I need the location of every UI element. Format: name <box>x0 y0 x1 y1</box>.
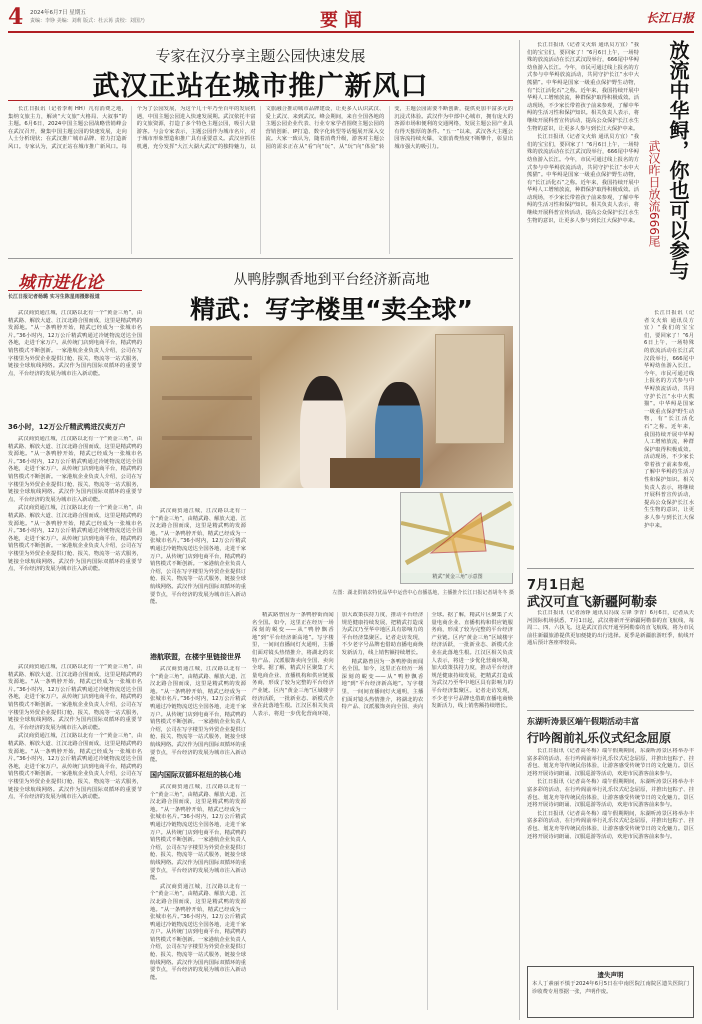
masthead <box>8 4 694 34</box>
lead-kicker: 专家在汉分享主题公园快速发展 <box>155 47 366 65</box>
notice-body: 本人丁素丽不慎于2024年6月5日在中南医院江南院区遗失医院门诊收费专用票据一张，声明作废。 <box>532 981 689 995</box>
sidebar-intro: 长江日报记者杨璐 实习生陈星雨摄影报道 <box>8 294 100 300</box>
sidebar-body-2: 武汉商贸通江城，江汉路以北有一个“黄金三角”，由精武路、解放大道、江汉北路合围而成，这里是精武鸭的发源地。“从一条鸭脖开始，精武已经成为一张城市名片。”36小时内，12万公斤精武鸭通过冷链物流送达全国各地，走进千家万户。从传统门店到电商平台，精武鸭的销售模式不断创新。一家港航企业负责人介绍，公司在写字楼里为外贸企业提供订舱、报关、物流等一站式服务，链接全球航线网络。武汉作为国内国际双循环的重要节点，平台经济的发展为城市注入新动能。 武汉商贸通江城，江汉路以北有一个“黄金三角”，由精武路、解放大道、江汉北路合围而成，这里是精武鸭的发源地。“从一条鸭脖开始，精武已经成为一张城市名片。”36小时内，12万公斤精武鸭通过冷链物流送达全国各地，走进千家万户。从传统门店到电商平台，精武鸭的销售模式不断创新。一家港航企业负责人介绍，公司在写字楼里为外贸企业提供订舱、报关、物流等一站式服务，链接全球航线网络。武汉作为国内国际双循环的重要节点，平台经济的发展为城市注入新动能。 <box>8 436 142 573</box>
sidebar-body-6: 武汉商贸通江城，江汉路以北有一个“黄金三角”，由精武路、解放大道、江汉北路合围而成，这里是精武鸭的发源地。“从一条鸭脖开始，精武已经成为一张城市名片。”36小时内，12万公斤精武鸭通过冷链物流送达全国各地，走进千家万户。从传统门店到电商平台，精武鸭的销售模式不断创新。一家港航企业负责人介绍，公司在写字楼里为外贸企业提供订舱、报关、物流等一站式服务，链接全球航线网络。武汉作为国内国际双循环的重要节点，平台经济的发展为城市注入新动能。 武汉商贸通江城，江汉路以北有一个“黄金三角”，由精武路、解放大道、江汉北路合围而成，这里是精武鸭的发源地。“从一条鸭脖开始，精武已经成为一张城市名片。”36小时内，12万公斤精武鸭通过冷链物流送达全国各地，走进千家万户。从传统门店到电商平台，精武鸭的销售模式不断创新。一家港航企业负责人介绍，公司在写字楼里为外贸企业提供订舱、报关、物流等一站式服务，链接全球航线网络。武汉作为国内国际双循环的重要节点，平台经济的发展为城市注入新动能。 <box>8 664 142 801</box>
notice-title: 遗失声明 <box>597 971 624 979</box>
box1-body: 长江日报讯（记者汤铮 通讯员冯成 左锋 李青）6月6日，记者从天河国际机场获悉，7月1日起，武汉将新开至新疆阿勒泰的直飞航线，每周二、四、六执飞。这是武汉首次开通至阿勒泰的直飞航线，将为市民前往新疆旅游提供更加便捷的出行选择。夏季是新疆旅游旺季，航线开通后预计客座率较高。 <box>527 610 694 647</box>
feature-map <box>400 492 513 584</box>
box2-headline: 行吟阁前礼乐仪式纪念屈原 <box>527 731 672 745</box>
sidebar-body-4: 武汉商贸通江城，江汉路以北有一个“黄金三角”，由精武路、解放大道、江汉北路合围而成，这里是精武鸭的发源地。“从一条鸭脖开始，精武已经成为一张城市名片。”36小时内，12万公斤精武鸭通过冷链物流送达全国各地，走进千家万户。从传统门店到电商平台，精武鸭的销售模式不断创新。一家港航企业负责人介绍，公司在写字楼里为外贸企业提供订舱、报关、物流等一站式服务，链接全球航线网络。武汉作为国内国际双循环的重要节点，平台经济的发展为城市注入新动能。 <box>150 666 246 764</box>
paper-logo: 长江日报 <box>645 11 694 25</box>
sidebar-sub-2: 港航联盟，在楼宇里链接世界 <box>150 653 241 661</box>
box1-title: 7月1日起 <box>527 578 585 593</box>
box1-headline: 武汉可直飞新疆阿勒泰 <box>527 595 658 610</box>
map-caption: 精武“黄金三角”示意图 <box>432 574 483 580</box>
right-subhead: 武汉昨日放流666尾 <box>647 140 661 247</box>
sidebar-body-3: 武汉商贸通江城，江汉路以北有一个“黄金三角”，由精武路、解放大道、江汉北路合围而成，这里是精武鸭的发源地。“从一条鸭脖开始，精武已经成为一张城市名片。”36小时内，12万公斤精武鸭通过冷链物流送达全国各地，走进千家万户。从传统门店到电商平台，精武鸭的销售模式不断创新。一家港航企业负责人介绍，公司在写字楼里为外贸企业提供订舱、报关、物流等一站式服务，链接全球航线网络。武汉作为国内国际双循环的重要节点，平台经济的发展为城市注入新动能。 <box>150 508 246 606</box>
feature-body: 精武路曾因为一条鸭脖街而闻名全国。如今，这里正在经历一场深刻的蜕变——从“鸭脖飘香地”到“平台经济新高地”。写字楼里，一间间直播间灯火通明，主播们面对镜头热情推介，将湖北的农特产品、汉派服饰卖向全国、卖向全球。据了解，精武片区聚集了大量电商企业、直播机构和供应链服务商，形成了较为完整的平台经济产业链。区内“黄金三角”区域楼宇经济活跃，一批新业态、新模式企业在此落地生根。江汉区相关负责人表示，将进一步优化营商环境，加大政策扶持力度，推动平台经济规范健康持续发展，把精武打造成为武汉乃至华中地区具有影响力的平台经济集聚区。记者走访发现，不少老字号品牌也借助直播电商焕发新活力，线上销售额持续增长。 精武路曾因为一条鸭脖街而闻名全国。如今，这里正在经历一场深刻的蜕变——从“鸭脖飘香地”到“平台经济新高地”。写字楼里，一间间直播间灯火通明，主播们面对镜头热情推介，将湖北的农特产品、汉派服饰卖向全国、卖向全球。据了解，精武片区聚集了大量电商企业、直播机构和供应链服务商，形成了较为完整的平台经济产业链。区内“黄金三角”区域楼宇经济活跃，一批新业态、新模式企业在此落地生根。江汉区相关负责人表示，将进一步优化营商环境，加大政策扶持力度，推动平台经济规范健康持续发展，把精武打造成为武汉乃至华中地区具有影响力的平台经济集聚区。记者走访发现，不少老字号品牌也借助直播电商焕发新活力，线上销售额持续增长。 <box>252 612 513 717</box>
date-line: 2024年6月7日 星期五 <box>30 10 86 16</box>
section-title: 要闻 <box>320 10 368 31</box>
notice-box <box>527 966 694 1018</box>
page-number: 4 <box>8 4 24 30</box>
lead-body: 长江日报讯（记者李莉 HH）凡有消费之地，集纳文旅主力，解读“大文旅”大格局、大叙事”的主题。6月6日，2024中国主题公园战略营销峰会在武汉召开，聚集中国主题公园的快速发展，走向人士分析现状；在武汉推广城市品牌、着力打造新风口。专家认为，武汉正站在城市推广新风口。每个为了公园发展，为这个几十年乃至百年的发展机遇，中国主题公园进入快速发展期。武汉依托丰富的文旅资源，打造了多个特色主题公园，吸引大量游客。与会专家表示，主题公园作为城市名片，对于城市形象塑造和推广具有重要意义。武汉应抓住机遇，充分发挥“大江大湖大武汉”的独特魅力，以文旅融合推动城市品牌建设，让更多人认识武汉、爱上武汉、来到武汉。峰会期间，来自全国各地的主题公园企业代表、行业专家学者围绕主题公园的营销创新、IP打造、数字化转型等话题展开深入交流。大家一致认为，随着消费升级，游客对主题公园的需求正在从“看”向“玩”、从“玩”向“体验”转变，主题公园需要不断创新，提供更加丰富多元的沉浸式体验。武汉作为中部中心城市，拥有庞大的客源市场和便利的交通网络，发展主题公园产业具有得天独厚的条件。“五一”以来，武汉各大主题公园客流持续火爆，文旅消费热度不断攀升，彰显出城市强大的吸引力。 <box>8 106 513 150</box>
feature-headline: 精武：写字楼里“卖全球” <box>190 295 473 324</box>
lead-headline: 武汉正站在城市推广新风口 <box>92 71 429 102</box>
sidebar-sub-1: 36小时，12万公斤精武鸭进汉卖万户 <box>8 423 126 431</box>
feature-photo <box>150 326 513 488</box>
box2-body: 长江日报讯（记者高冬梅）端午假期期间，东湖听涛景区将举办丰富多彩的活动，在行吟阁前举行礼乐仪式纪念屈原，并推出包粽子、挂香包、划龙舟等传统民俗体验，让游客感受传统节日的文化魅力。景区还将开展诗词朗诵、汉服巡游等活动，欢迎市民游客前来参与。 长江日报讯（记者高冬梅）端午假期期间，东湖听涛景区将举办丰富多彩的活动，在行吟阁前举行礼乐仪式纪念屈原，并推出包粽子、挂香包、划龙舟等传统民俗体验，让游客感受传统节日的文化魅力。景区还将开展诗词朗诵、汉服巡游等活动，欢迎市民游客前来参与。 长江日报讯（记者高冬梅）端午假期期间，东湖听涛景区将举办丰富多彩的活动，在行吟阁前举行礼乐仪式纪念屈原，并推出包粽子、挂香包、划龙舟等传统民俗体验，让游客感受传统节日的文化魅力。景区还将开展诗词朗诵、汉服巡游等活动，欢迎市民游客前来参与。 <box>527 748 694 840</box>
sidebar-body-1: 武汉商贸通江城，江汉路以北有一个“黄金三角”，由精武路、解放大道、江汉北路合围而成，这里是精武鸭的发源地。“从一条鸭脖开始，精武已经成为一张城市名片。”36小时内，12万公斤精武鸭通过冷链物流送达全国各地，走进千家万户。从传统门店到电商平台，精武鸭的销售模式不断创新。一家港航企业负责人介绍，公司在写字楼里为外贸企业提供订舱、报关、物流等一站式服务，链接全球航线网络。武汉作为国内国际双循环的重要节点，平台经济的发展为城市注入新动能。 <box>8 310 142 377</box>
right-headline: 放流中华鲟，你也可以参与 <box>666 40 690 280</box>
editors-line: 责编：李铮 美编：刘莉 版式：杜云苒 责校：刘国乃 <box>30 18 145 24</box>
right-body: 长江日报讯（记者文火焰 通讯员方宜）“我们的宝宝们，要回家了！”6月6日上午，一场特殊的放流活动在长江武汉段举行，666尾中华鲟幼鱼游入长江。今年，市民可通过线上报名的方式参与中华鲟放流活动，共同守护长江“水中大熊猫”。中华鲟是国家一级重点保护野生动物，有“长江活化石”之称。近年来，我国持续开展中华鲟人工增殖放流，种群保护取得积极成效。活动现场，不少家长带着孩子前来参观，了解中华鲟的生活习性和保护知识。相关负责人表示，将继续开展科普宣传活动，提高公众保护长江水生生物的意识，让更多人参与到长江大保护中来。 长江日报讯（记者文火焰 通讯员方宜）“我们的宝宝们，要回家了！”6月6日上午，一场特殊的放流活动在长江武汉段举行，666尾中华鲟幼鱼游入长江。今年，市民可通过线上报名的方式参与中华鲟放流活动，共同守护长江“水中大熊猫”。中华鲟是国家一级重点保护野生动物，有“长江活化石”之称。近年来，我国持续开展中华鲟人工增殖放流，种群保护取得积极成效。活动现场，不少家长带着孩子前来参观，了解中华鲟的生活习性和保护知识。相关负责人表示，将继续开展科普宣传活动，提高公众保护长江水生生物的意识，让更多人参与到长江大保护中来。 <box>527 42 639 224</box>
right-body-2: 长江日报讯（记者文火焰 通讯员方宜）“我们的宝宝们，要回家了！”6月6日上午，一场特殊的放流活动在长江武汉段举行，666尾中华鲟幼鱼游入长江。今年，市民可通过线上报名的方式参与中华鲟放流活动，共同守护长江“水中大熊猫”。中华鲟是国家一级重点保护野生动物，有“长江活化石”之称。近年来，我国持续开展中华鲟人工增殖放流，种群保护取得积极成效。活动现场，不少家长带着孩子前来参观，了解中华鲟的生活习性和保护知识。相关负责人表示，将继续开展科普宣传活动，提高公众保护长江水生生物的意识，让更多人参与到长江大保护中来。 <box>644 310 694 529</box>
photo-credit: 左图：湖北供销农特优品华中运营中心直播基地，主播推介长江日报记者胡冬冬 摄 <box>332 590 514 596</box>
sidebar-body-5: 武汉商贸通江城，江汉路以北有一个“黄金三角”，由精武路、解放大道、江汉北路合围而成，这里是精武鸭的发源地。“从一条鸭脖开始，精武已经成为一张城市名片。”36小时内，12万公斤精武鸭通过冷链物流送达全国各地，走进千家万户。从传统门店到电商平台，精武鸭的销售模式不断创新。一家港航企业负责人介绍，公司在写字楼里为外贸企业提供订舱、报关、物流等一站式服务，链接全球航线网络。武汉作为国内国际双循环的重要节点，平台经济的发展为城市注入新动能。 武汉商贸通江城，江汉路以北有一个“黄金三角”，由精武路、解放大道、江汉北路合围而成，这里是精武鸭的发源地。“从一条鸭脖开始，精武已经成为一张城市名片。”36小时内，12万公斤精武鸭通过冷链物流送达全国各地，走进千家万户。从传统门店到电商平台，精武鸭的销售模式不断创新。一家港航企业负责人介绍，公司在写字楼里为外贸企业提供订舱、报关、物流等一站式服务，链接全球航线网络。武汉作为国内国际双循环的重要节点，平台经济的发展为城市注入新动能。 <box>150 784 246 981</box>
sidebar-title: 城市进化论 <box>18 273 103 293</box>
feature-kicker: 从鸭脖飘香地到平台经济新高地 <box>233 272 430 288</box>
box2-title: 东湖听涛景区端午假期活动丰富 <box>527 717 639 726</box>
sidebar-sub-3: 国内国际双循环枢纽的核心地 <box>150 771 241 779</box>
